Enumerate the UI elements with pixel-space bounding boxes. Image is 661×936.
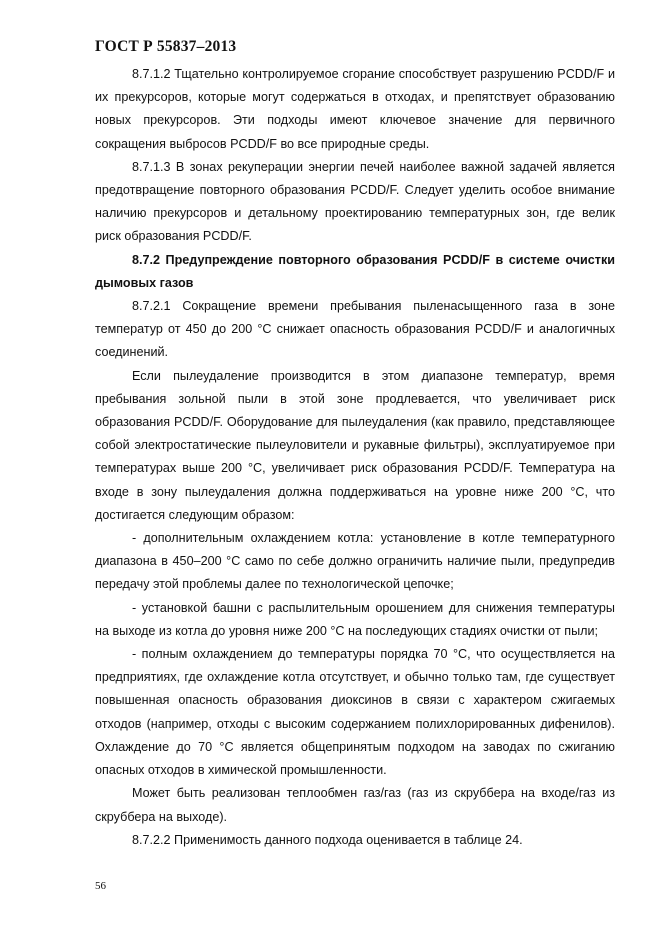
document-standard-id: ГОСТ Р 55837–2013 [95, 38, 237, 55]
list-item-spray-tower: - установкой башни с распылительным орошением для снижения температуры на выходе из котла до уровня ниже 200 °С на последующих стадиях очистки от пыли; [95, 600, 615, 638]
document-body [95, 63, 615, 852]
list-item-full-cooling: - полным охлаждением до температуры порядка 70 °С, что осуществляется на предприятиях, где охлаждение котла отсутствует, и обычно только там, где существует повышенная опасность образования диоксинов в связи с характером сжигаемых отходов (например, отходы с высоким содержанием полихлорированных дифенилов). Охлаждение до 70 °С является общепринятым подходом на заводах по сжиганию опасных отходов в химической промышленности. [95, 647, 615, 778]
paragraph-8-7-2-2: 8.7.2.2 Применимость данного подхода оценивается в таблице 24. [132, 832, 523, 847]
paragraph-dust-removal: Если пылеудаление производится в этом диапазоне температур, время пребывания зольной пыли в этой зоне продлевается, что увеличивает риск образования PCDD/F. Оборудование для пылеудаления (как правило, представляющее собой электростатические пылеуловители и рукавные фильтры), эксплуатируемое при температурах выше 200 °С, увеличивает риск образования PCDD/F. Температура на входе в зону пылеудаления должна поддерживаться на уровне ниже 200 °С, что достигается следующим образом: [95, 368, 615, 522]
list-item-boiler-cooling: - дополнительным охлаждением котла: установление в котле температурного диапазона в 450–200 °С само по себе должно ограничить наличие пыли, предупредив передачу этой проблемы далее по технологической цепочке; [95, 531, 615, 592]
paragraph-heat-exchange: Может быть реализован теплообмен газ/газ (газ из скруббера на входе/газ из скруббера на выходе). [95, 786, 615, 824]
page-number: 56 [95, 880, 106, 892]
paragraph-8-7-1-3: 8.7.1.3 В зонах рекуперации энергии печей наиболее важной задачей является предотвращение повторного образования PCDD/F. Следует уделить особое внимание наличию прекурсоров и детальному проектированию температурных зон, где велик риск образования PCDD/F. [95, 159, 615, 244]
section-heading-8-7-2: 8.7.2 Предупреждение повторного образования PCDD/F в системе очистки дымовых газов [95, 252, 615, 290]
paragraph-8-7-1-2: 8.7.1.2 Тщательно контролируемое сгорание способствует разрушению PCDD/F и их прекурсоров, которые могут содержаться в отходах, и препятствует образованию новых прекурсоров. Эти подходы имеют ключевое значение для первичного сокращения выбросов PCDD/F во все природные среды. [95, 67, 615, 151]
paragraph-8-7-2-1: 8.7.2.1 Сокращение времени пребывания пыленасыщенного газа в зоне температур от 450 до 200 °С снижает опасность образования PCDD/F и аналогичных соединений. [95, 299, 615, 360]
